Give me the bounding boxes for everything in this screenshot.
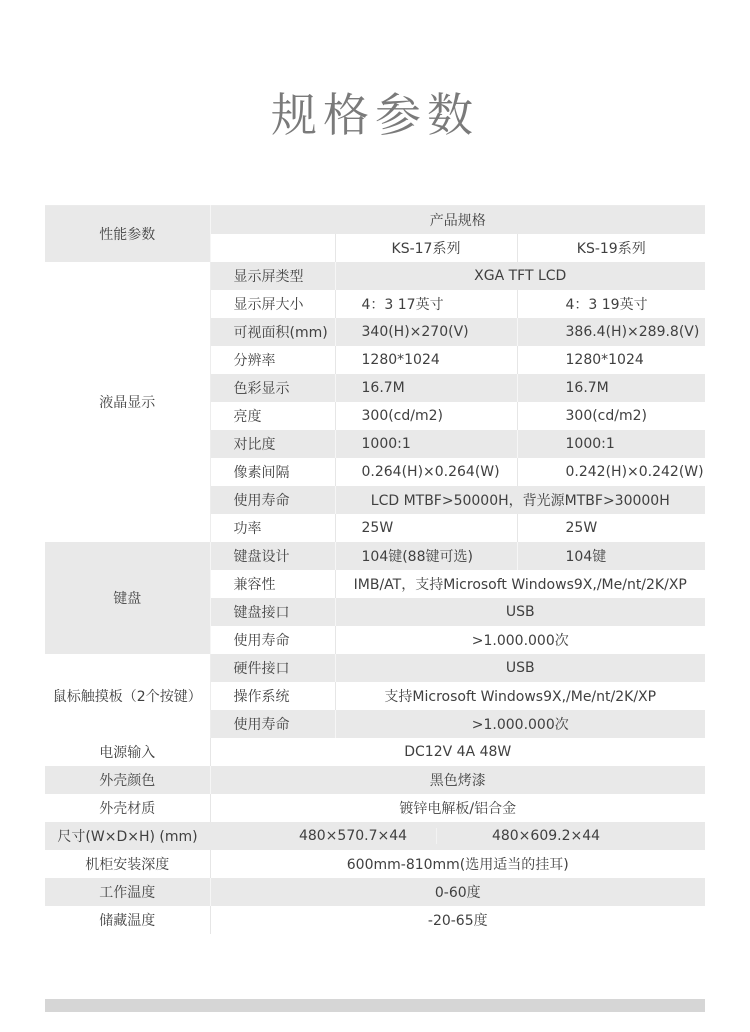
dimensions-cell <box>210 822 705 850</box>
value-ks17: 16.7M <box>335 374 517 402</box>
value-merged: XGA TFT LCD <box>335 262 705 290</box>
table-row <box>45 206 705 235</box>
value-ks17: 300(cd/m2) <box>335 402 517 430</box>
table-row <box>45 794 705 822</box>
row-label: 功率 <box>210 514 335 542</box>
header-ks17: KS-17系列 <box>335 234 517 262</box>
value-ks19: 300(cd/m2) <box>565 408 647 424</box>
row-label: 使用寿命 <box>210 486 335 514</box>
row-label: 显示屏大小 <box>210 290 335 318</box>
header-ks19: KS-19系列 <box>576 241 646 257</box>
row-label: 工作温度 <box>45 878 210 906</box>
value-ks17: 1000:1 <box>335 430 517 458</box>
value-ks19: 386.4(H)×289.8(V) <box>517 318 705 346</box>
value-merged: LCD MTBF>50000H，背光源MTBF>30000H <box>335 486 705 514</box>
row-label: 像素间隔 <box>210 458 335 486</box>
table-row <box>45 822 705 850</box>
value-full: -20-65度 <box>427 913 488 929</box>
header-product-spec: 产品规格 <box>210 206 705 235</box>
dimensions-split <box>210 822 705 850</box>
bottom-bar <box>45 999 705 1012</box>
table-row <box>45 766 705 794</box>
page-title: 规格参数 <box>271 88 479 142</box>
value-merged: USB <box>335 654 705 682</box>
row-label: 显示屏类型 <box>210 262 335 290</box>
value-ks17: 104键(88键可选) <box>335 542 517 570</box>
group-keyboard: 键盘 <box>45 542 210 654</box>
value-ks19: 104键 <box>517 542 705 570</box>
value-merged: 支持Microsoft Windows9X,/Me/nt/2K/XP <box>384 689 657 705</box>
value-ks19: 1000:1 <box>517 430 705 458</box>
row-label: 分辨率 <box>210 346 335 374</box>
value-ks17: 25W <box>335 514 517 542</box>
row-label: 外壳颜色 <box>45 766 210 794</box>
value-merged: >1.000.000次 <box>335 710 705 738</box>
value-full: 黑色烤漆 <box>210 766 705 794</box>
value-ks19: 16.7M <box>517 374 705 402</box>
table-row <box>45 738 705 766</box>
row-label: 机柜安装深度 <box>45 850 210 878</box>
value-ks17: 0.264(H)×0.264(W) <box>335 458 517 486</box>
group-mouse: 鼠标触摸板（2个按键） <box>45 654 210 738</box>
row-label: 硬件接口 <box>210 654 335 682</box>
row-label: 外壳材质 <box>45 794 210 822</box>
row-label: 电源输入 <box>45 738 210 766</box>
value-merged: >1.000.000次 <box>471 633 569 649</box>
row-label: 操作系统 <box>210 682 335 710</box>
value-full: 镀锌电解板/铝合金 <box>399 801 517 817</box>
value-ks19: 0.242(H)×0.242(W) <box>565 464 704 480</box>
header-perf-params: 性能参数 <box>45 206 210 263</box>
value-full: DC12V 4A 48W <box>404 744 512 760</box>
value-merged: IMB/AT，支持Microsoft Windows9X,/Me/nt/2K/XP <box>353 577 687 593</box>
value-ks19: 4：3 19英寸 <box>565 297 648 313</box>
value-full: 600mm-810mm(选用适当的挂耳) <box>346 857 569 873</box>
table-row <box>45 542 705 570</box>
spec-table <box>45 205 705 934</box>
row-label: 储藏温度 <box>45 906 210 934</box>
row-label: 兼容性 <box>210 570 335 598</box>
header-empty-cell <box>210 234 335 262</box>
value-merged: USB <box>335 598 705 626</box>
row-label: 亮度 <box>210 402 335 430</box>
table-row <box>45 878 705 906</box>
row-label: 键盘接口 <box>210 598 335 626</box>
value-ks17: 340(H)×270(V) <box>335 318 517 346</box>
value-ks17: 480×570.7×44 <box>210 828 437 844</box>
value-full: 0-60度 <box>210 878 705 906</box>
row-label: 使用寿命 <box>210 710 335 738</box>
value-ks19: 25W <box>565 520 598 536</box>
value-ks17: 4：3 17英寸 <box>335 290 517 318</box>
row-label: 色彩显示 <box>210 374 335 402</box>
value-ks17: 1280*1024 <box>335 346 517 374</box>
row-label: 尺寸(W×D×H) (mm) <box>45 822 210 850</box>
row-label: 对比度 <box>210 430 335 458</box>
table-row <box>45 262 705 290</box>
table-row <box>45 654 705 682</box>
row-label: 使用寿命 <box>210 626 335 654</box>
value-ks19: 480×609.2×44 <box>491 828 601 844</box>
group-lcd: 液晶显示 <box>45 262 210 542</box>
value-ks19: 1280*1024 <box>565 352 644 368</box>
table-row <box>45 906 705 934</box>
table-row <box>45 850 705 878</box>
row-label: 可视面积(mm) <box>210 318 335 346</box>
row-label: 键盘设计 <box>210 542 335 570</box>
